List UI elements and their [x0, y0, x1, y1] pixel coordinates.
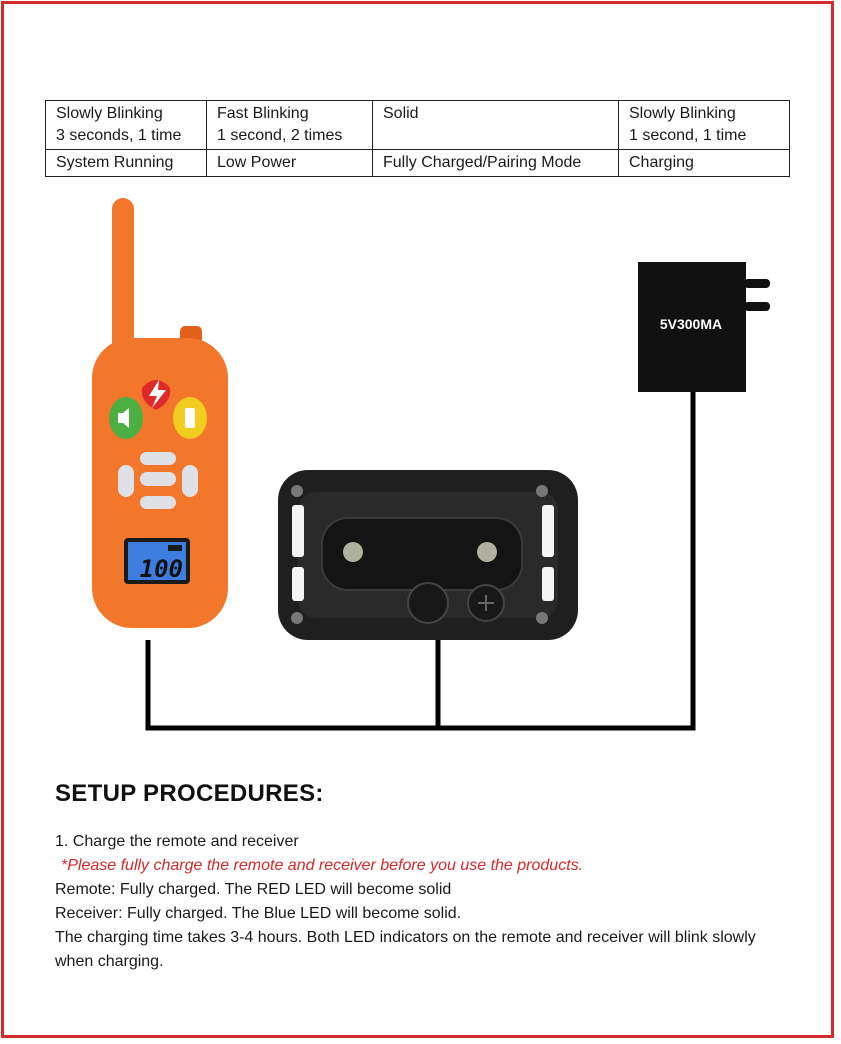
setup-steps — [55, 830, 795, 974]
contact-right-icon — [477, 542, 497, 562]
receiver-info: Receiver: Fully charged. The Blue LED will become solid. — [55, 905, 462, 922]
charging-info: The charging time takes 3-4 hours. Both LED indicators on the remote and receiver will blink slowly when charging. — [55, 929, 756, 970]
center-button — [140, 472, 176, 486]
charge-note: *Please fully charge the remote and receiver before you use the products. — [61, 857, 584, 874]
remote-info: Remote: Fully charged. The RED LED will become solid — [55, 881, 452, 898]
pattern-cell-2: Fast Blinking 1 second, 2 times — [207, 101, 373, 150]
pattern-cell-3: Solid — [373, 101, 619, 150]
meaning-cell-3: Fully Charged/Pairing Mode — [373, 150, 619, 177]
pattern-cell-4: Slowly Blinking 1 second, 1 time — [619, 101, 790, 150]
battery-icon — [168, 545, 182, 551]
step-1: 1. Charge the remote and receiver — [55, 833, 299, 850]
setup-title: SETUP PROCEDURES: — [55, 780, 324, 807]
up-button — [140, 452, 176, 465]
meaning-cell-4: Charging — [619, 150, 790, 177]
power-adapter — [638, 262, 770, 392]
down-button — [140, 496, 176, 509]
meaning-cell-1: System Running — [46, 150, 207, 177]
pattern-cell-1: Slowly Blinking 3 seconds, 1 time — [46, 101, 207, 150]
vibration-icon — [185, 408, 195, 428]
remote-transmitter — [92, 198, 228, 628]
receiver — [278, 470, 578, 640]
left-button — [118, 465, 134, 497]
right-button — [182, 465, 198, 497]
meaning-cell-2: Low Power — [207, 150, 373, 177]
adapter-label: 5V300MA — [659, 316, 723, 332]
contact-left-icon — [343, 542, 363, 562]
lcd-value: 100 — [139, 555, 183, 583]
